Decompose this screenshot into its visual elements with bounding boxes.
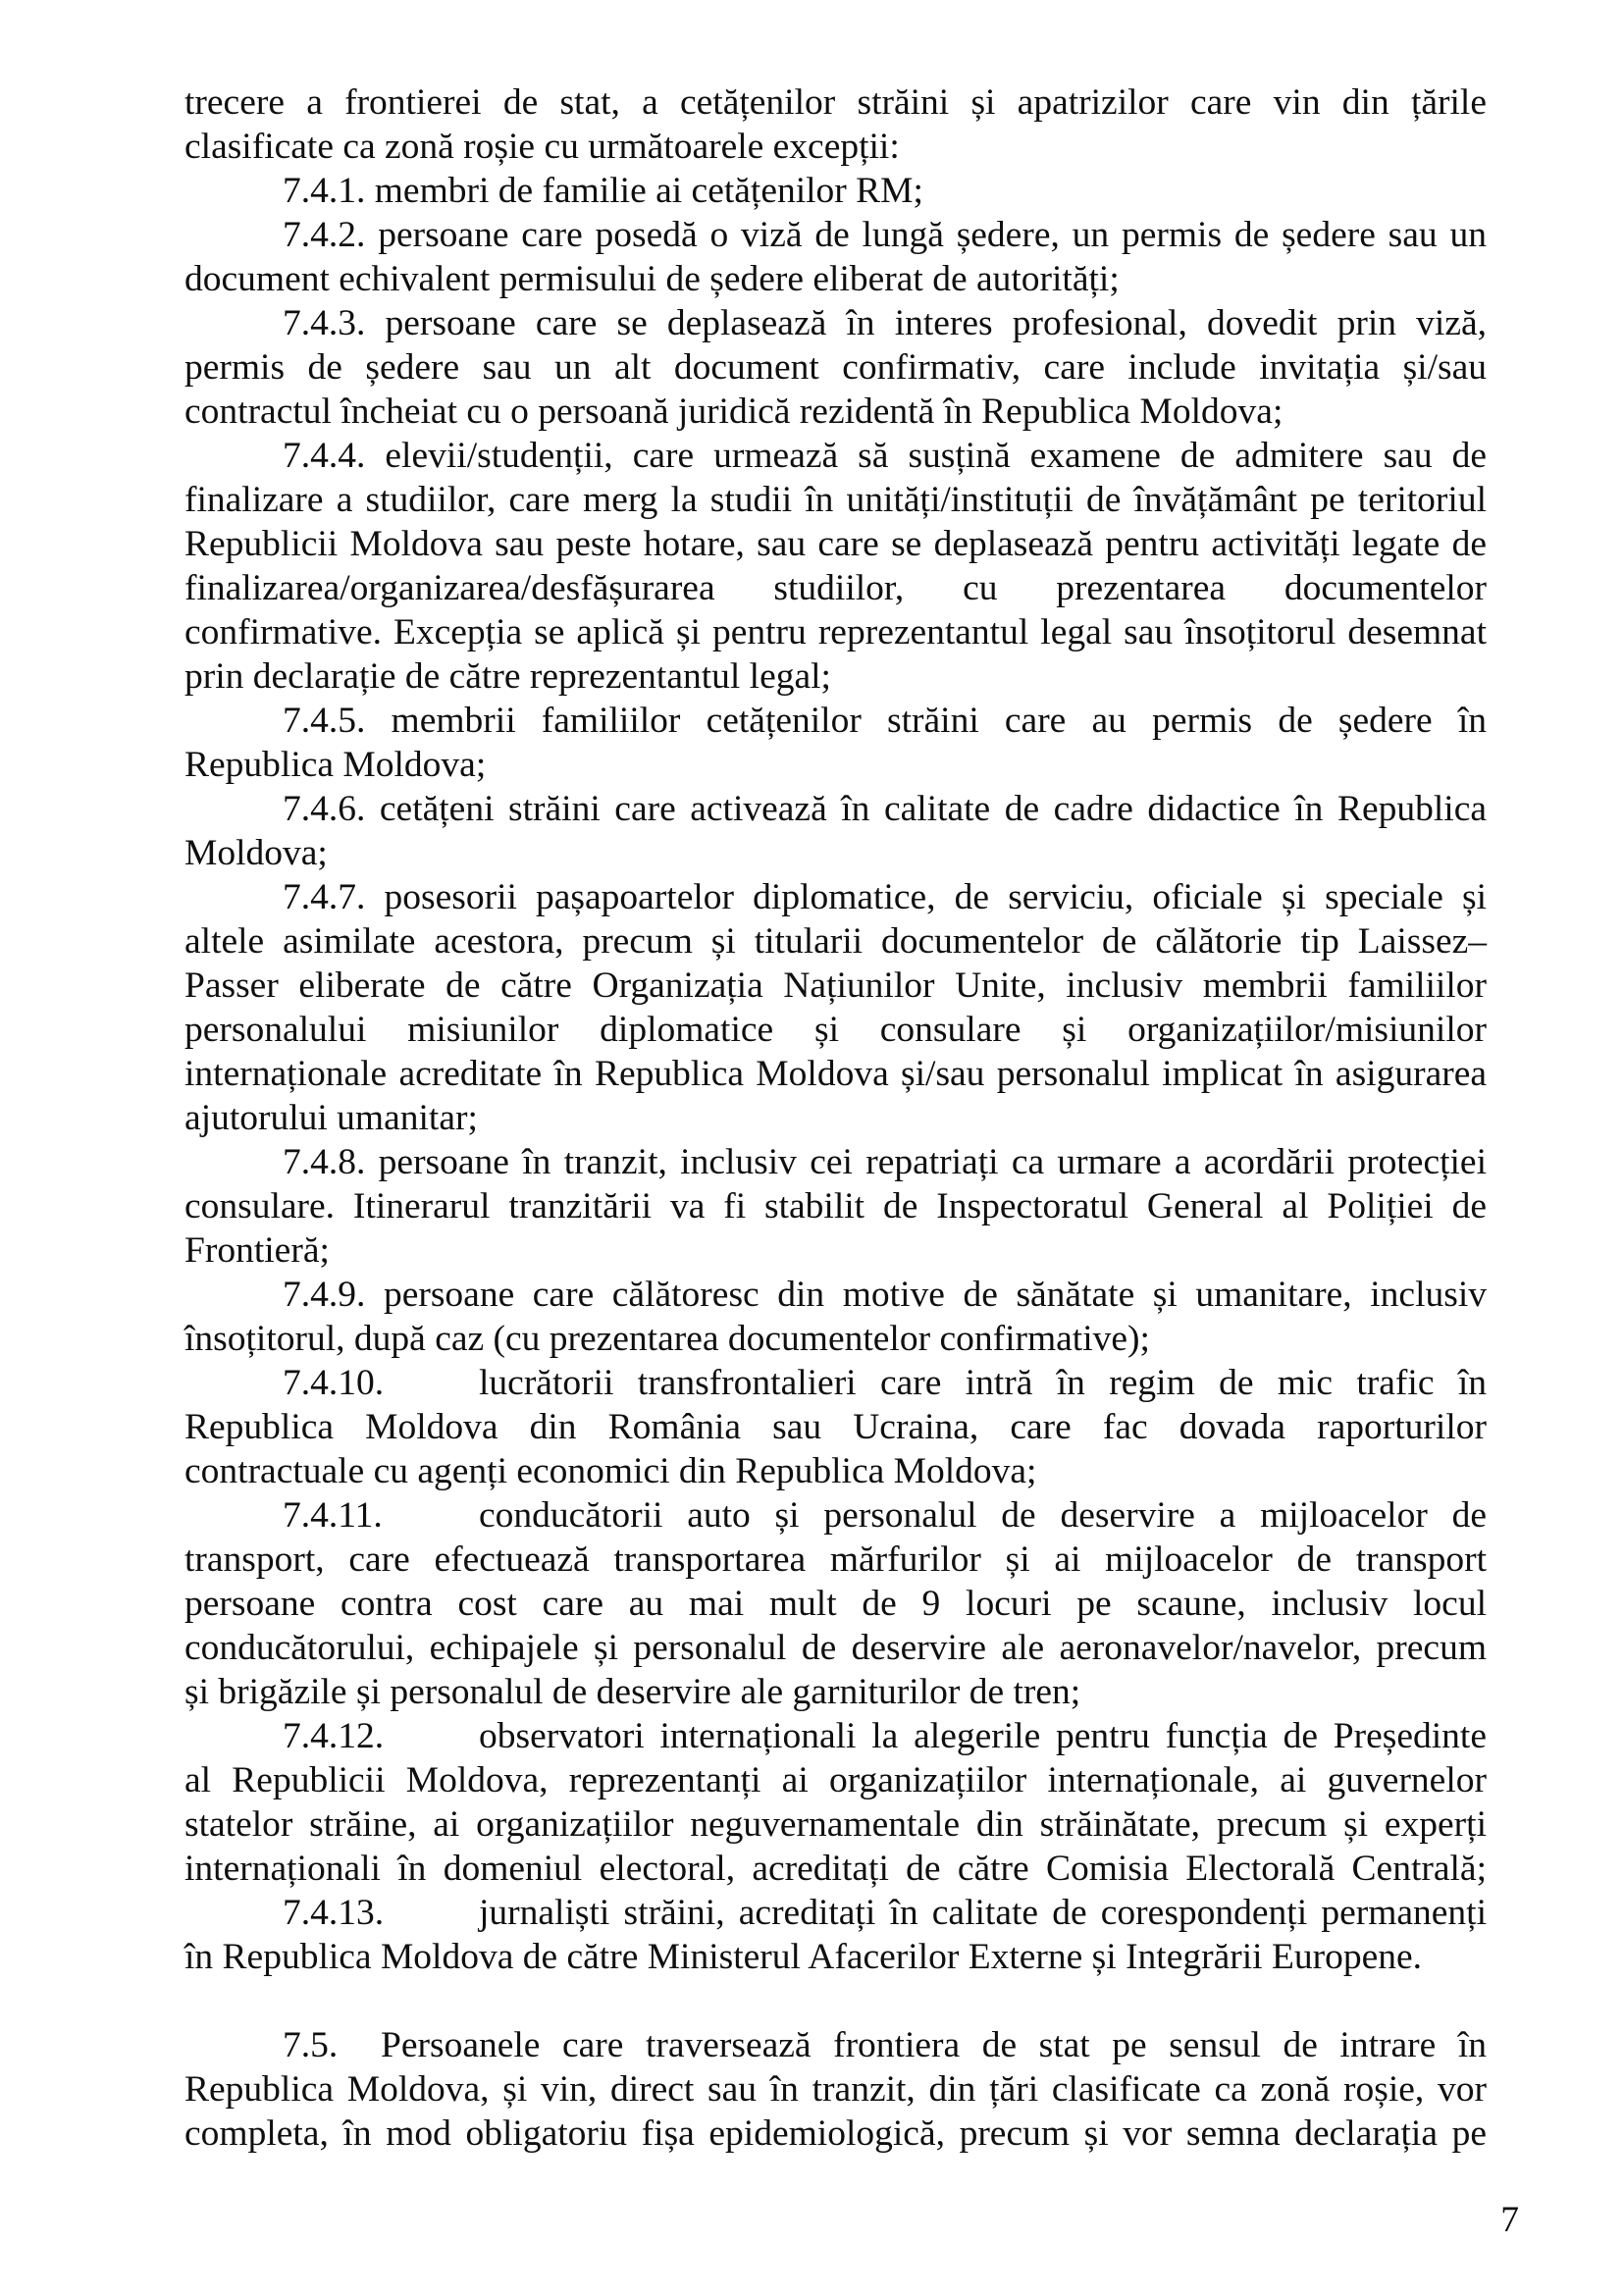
text-line: internaționale acreditate în Republica Moldova și/sau personalul implicat în asigurarea (184, 1054, 1487, 1094)
text-line: Republicii Moldova sau peste hotare, sau care se deplasează pentru activități legate de (184, 524, 1487, 564)
text-line: personalului misiunilor diplomatice și consulare și organizațiilor/misiunilor (184, 1010, 1487, 1050)
text-line: Frontieră; (184, 1230, 330, 1271)
text-line: Passer eliberate de către Organizația Națiunilor Unite, inclusiv membrii familiilor (184, 965, 1487, 1006)
paragraph (184, 434, 1487, 699)
text-line: 7.4.10. lucrătorii transfrontalieri care intră în regim de mic trafic în (283, 1363, 1487, 1403)
paragraph (184, 787, 1487, 875)
paragraph (184, 213, 1487, 301)
paragraph-number: 7.4.13. (283, 1893, 385, 1933)
text-line: permis de ședere sau un alt document confirmativ, care include invitația și/sau (184, 347, 1487, 388)
text-line: 7.4.2. persoane care posedă o viză de lungă ședere, un permis de ședere sau un (283, 215, 1487, 255)
text-line: finalizarea/organizarea/desfășurarea studiilor, cu prezentarea documentelor (184, 568, 1487, 608)
text-line: și brigăzile și personalul de deservire ale garniturilor de tren; (184, 1672, 1081, 1712)
paragraph (184, 301, 1487, 434)
paragraph (184, 80, 1487, 169)
paragraph (184, 1714, 1487, 1891)
paragraph-number: 7.4.11. (283, 1495, 383, 1536)
text-line: Moldova; (184, 833, 328, 873)
text-line: 7.4.6. cetățeni străini care activează în calitate de cadre didactice în Republica (283, 789, 1487, 829)
paragraph (184, 1891, 1487, 2023)
text-line: 7.4.13. jurnaliști străini, acreditați în calitate de corespondenți permanenți (283, 1893, 1487, 1933)
text-line: 7.4.1. membri de familie ai cetățenilor RM; (283, 171, 923, 211)
text-line: Republica Moldova, și vin, direct sau în tranzit, din țări clasificate ca zonă roșie, vor (184, 2069, 1487, 2110)
blank-line (184, 1979, 1487, 2023)
text-line: 7.4.8. persoane în tranzit, inclusiv cei repatriați ca urmare a acordării protecției (283, 1142, 1487, 1182)
text-line: Republica Moldova din România sau Ucraina, care fac dovada raporturilor (184, 1407, 1487, 1447)
text-line: în Republica Moldova de către Ministerul Afacerilor Externe și Integrării Europene. (184, 1937, 1423, 1977)
text-line: al Republicii Moldova, reprezentanți ai organizațiilor internaționale, ai guvernelor (184, 1760, 1487, 1800)
paragraph (184, 699, 1487, 787)
text-line: contractul încheiat cu o persoană juridică rezidentă în Republica Moldova; (184, 391, 1283, 432)
text-line: confirmative. Excepția se aplică și pentru reprezentantul legal sau însoțitorul desemnat (184, 612, 1487, 652)
paragraph-number: 7.4.10. (283, 1363, 385, 1403)
text-line: document echivalent permisului de ședere eliberat de autorități; (184, 259, 1120, 299)
paragraph (184, 1493, 1487, 1714)
text-line: internaționali în domeniul electoral, acreditați de către Comisia Electorală Centrală; (184, 1849, 1487, 1889)
text-line: 7.4.5. membrii familiilor cetățenilor străini care au permis de ședere în (283, 701, 1487, 741)
page-footer (184, 2198, 1519, 2242)
text-line: 7.4.11. conducătorii auto și personalul de deservire a mijloacelor de (283, 1495, 1487, 1536)
text-line: ajutorului umanitar; (184, 1098, 478, 1138)
text-line: însoțitorul, după caz (cu prezentarea documentelor confirmative); (184, 1319, 1150, 1359)
paragraph-number: 7.4.12. (283, 1716, 385, 1756)
paragraph (184, 1140, 1487, 1273)
text-line: 7.4.3. persoane care se deplasează în interes profesional, dovedit prin viză, (283, 303, 1487, 343)
text-line: finalizare a studiilor, care merg la studii în unități/instituții de învățământ pe teritoriul (184, 480, 1487, 520)
text-line: completa, în mod obligatoriu fișa epidemiologică, precum și vor semna declarația pe (184, 2113, 1487, 2154)
text-line: persoane contra cost care au mai mult de 9 locuri pe scaune, inclusiv locul (184, 1584, 1487, 1624)
paragraph (184, 169, 1487, 213)
text-line: 7.4.7. posesorii pașapoartelor diplomatice, de serviciu, oficiale și speciale și (283, 877, 1487, 917)
page-number: 7 (1500, 2200, 1519, 2240)
document-body (184, 80, 1487, 2156)
text-line: contractuale cu agenți economici din Republica Moldova; (184, 1451, 1037, 1491)
text-line: statelor străine, ai organizațiilor neguvernamentale din străinătate, precum și experți (184, 1804, 1487, 1845)
text-line: clasificate ca zonă roșie cu următoarele excepții: (184, 127, 900, 167)
paragraph (184, 2023, 1487, 2156)
paragraph-number: 7.5. (283, 2025, 339, 2065)
text-line: trecere a frontierei de stat, a cetățenilor străini și apatrizilor care vin din țările (184, 82, 1487, 123)
text-line: 7.4.12. observatori internaționali la alegerile pentru funcția de Președinte (283, 1716, 1487, 1756)
paragraph (184, 875, 1487, 1140)
text-line: 7.4.4. elevii/studenții, care urmează să susțină examene de admitere sau de (283, 436, 1487, 476)
text-line: altele asimilate acestora, precum și titularii documentelor de călătorie tip Laissez– (184, 921, 1487, 962)
text-line: 7.5. Persoanele care traversează frontiera de stat pe sensul de intrare în (283, 2025, 1487, 2065)
text-line: 7.4.9. persoane care călătoresc din motive de sănătate și umanitare, inclusiv (283, 1275, 1487, 1315)
text-line: conducătorului, echipajele și personalul de deservire ale aeronavelor/navelor, precum (184, 1628, 1487, 1668)
paragraph (184, 1361, 1487, 1493)
text-line: consulare. Itinerarul tranzitării va fi stabilit de Inspectoratul General al Poliției de (184, 1186, 1487, 1226)
paragraph (184, 1273, 1487, 1361)
text-line: Republica Moldova; (184, 745, 487, 785)
text-line: transport, care efectuează transportarea mărfurilor și ai mijloacelor de transport (184, 1539, 1487, 1580)
text-line: prin declarație de către reprezentantul legal; (184, 656, 831, 697)
